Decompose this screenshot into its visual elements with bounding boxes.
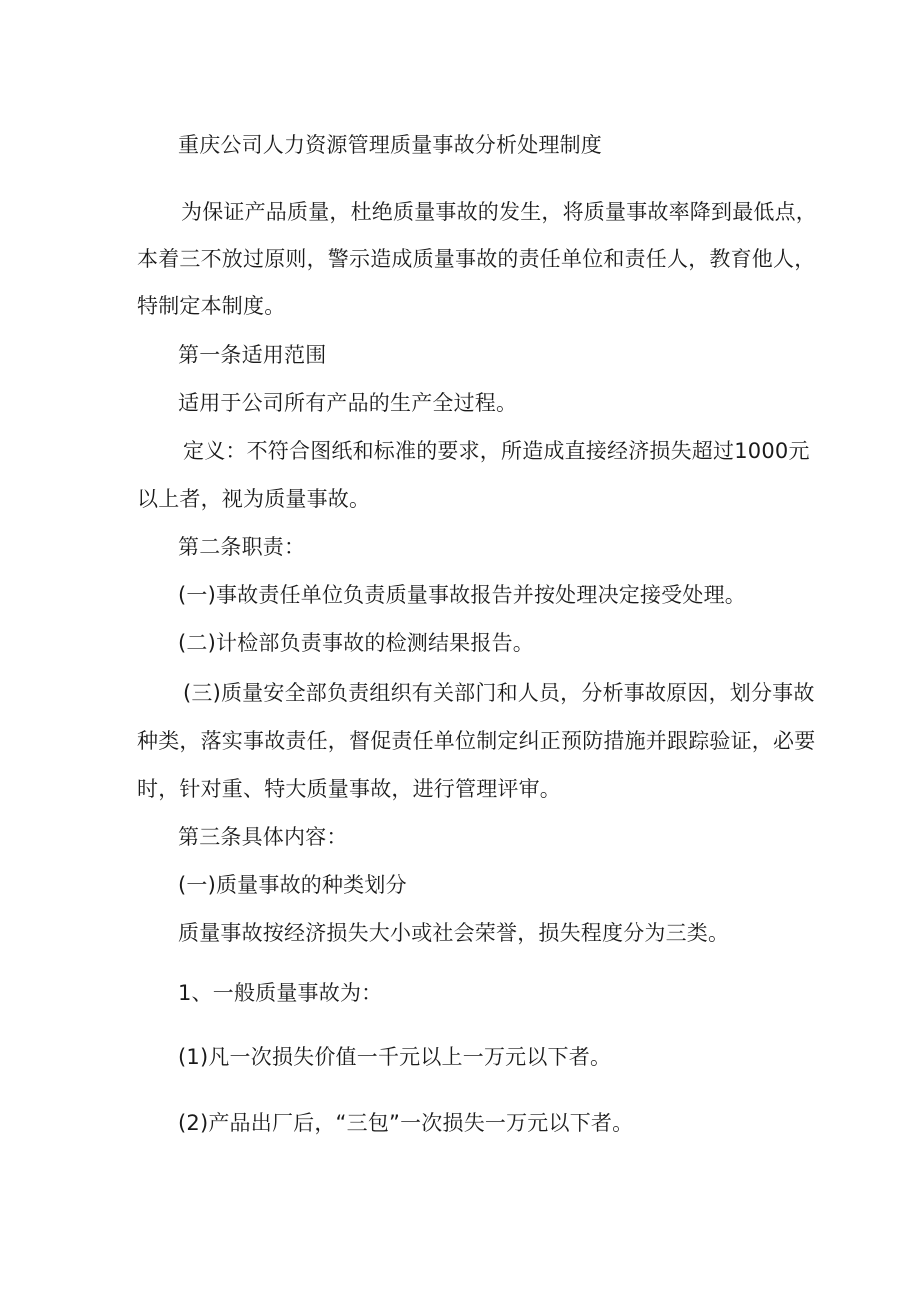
article2-item-2: (二)计检部负责事故的检测结果报告。 (178, 631, 534, 655)
intro-line-3: 特制定本制度。 (137, 294, 286, 318)
general-accident-heading: 1、一般质量事故为： (178, 981, 383, 1005)
article3-classification: 质量事故按经济损失大小或社会荣誉，损失程度分为三类。 (178, 921, 730, 945)
general-accident-item-1: (1)凡一次损失价值一千元以上一万元以下者。 (178, 1045, 612, 1069)
article3-heading: 第三条具体内容： (178, 825, 348, 849)
article2-item-1: (一)事故责任单位负责质量事故报告并按处理决定接受处理。 (178, 583, 746, 607)
general-accident-item-2: (2)产品出厂后，“三包”一次损失一万元以下者。 (178, 1111, 634, 1135)
article2-heading: 第二条职责： (178, 535, 306, 559)
document-title: 重庆公司人力资源管理质量事故分析处理制度 (178, 133, 602, 157)
article3-sub-1: (一)质量事故的种类划分 (178, 873, 407, 897)
article2-item-3-line-1: (三)质量安全部负责组织有关部门和人员，分析事故原因，划分事故 (183, 681, 815, 705)
article2-item-3-line-3: 时，针对重、特大质量事故，进行管理评审。 (137, 777, 561, 801)
article1-heading: 第一条适用范围 (178, 343, 327, 367)
intro-line-1: 为保证产品质量，杜绝质量事故的发生，将质量事故率降到最低点， (181, 200, 817, 224)
intro-line-2: 本着三不放过原则，警示造成质量事故的责任单位和责任人，教育他人， (137, 247, 816, 271)
article1-scope: 适用于公司所有产品的生产全过程。 (178, 391, 518, 415)
article1-definition-line-1: 定义：不符合图纸和标准的要求，所造成直接经济损失超过1000元 (183, 439, 810, 463)
article2-item-3-line-2: 种类，落实事故责任，督促责任单位制定纠正预防措施并跟踪验证，必要 (137, 729, 816, 753)
article1-definition-line-2: 以上者，视为质量事故。 (137, 487, 371, 511)
